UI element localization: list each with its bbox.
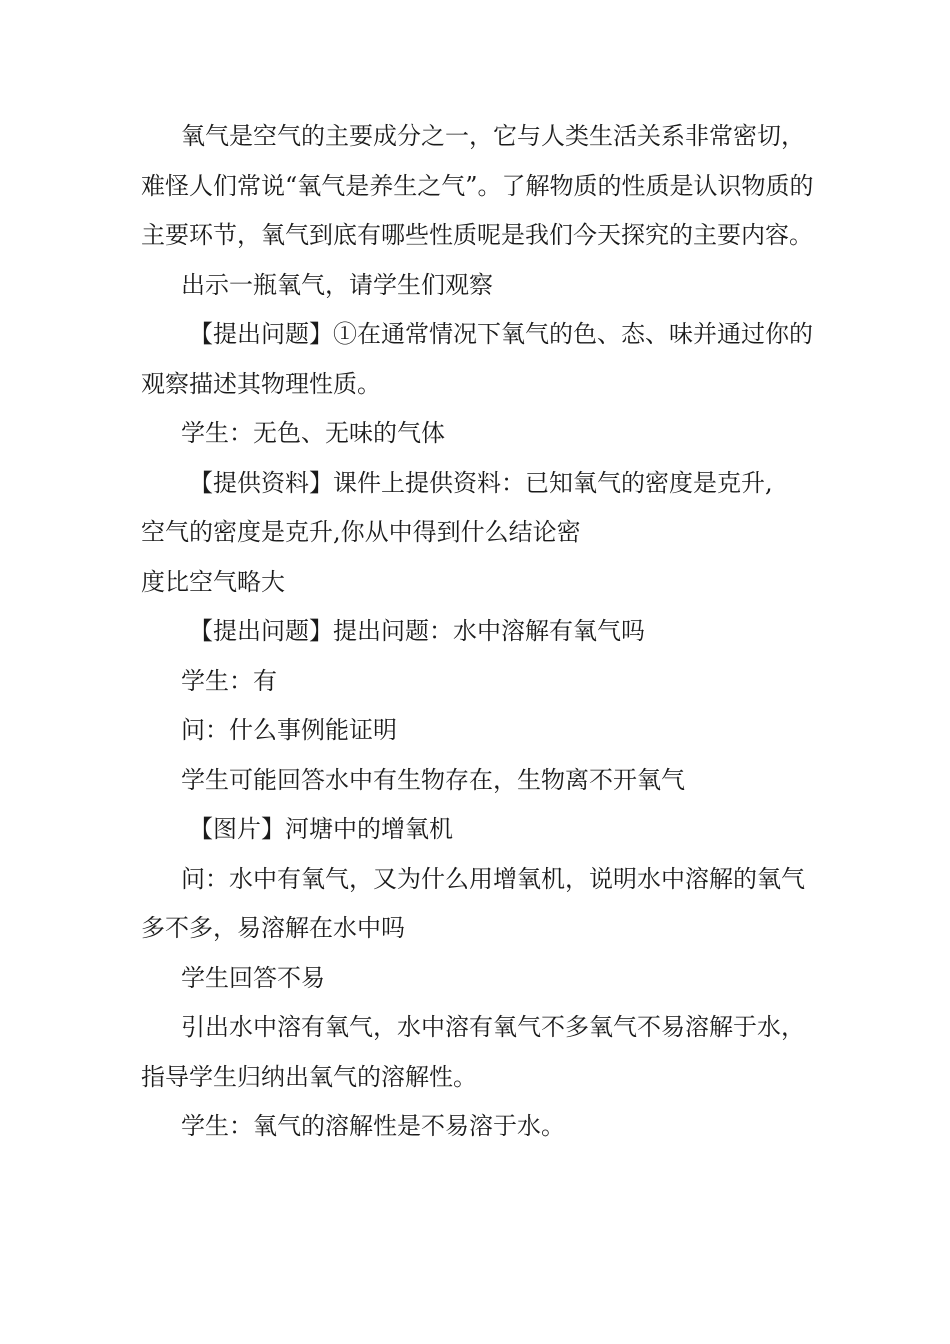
paragraph-picture: 【图片】河塘中的增氧机 bbox=[189, 815, 453, 843]
paragraph-question-2: 【提出问题】提出问题：水中溶解有氧气吗 bbox=[189, 617, 645, 645]
paragraph-student-answer-2: 学生：有 bbox=[181, 666, 277, 695]
paragraph-intro: 氧气是空气的主要成分之一，它与人类生活关系非常密切，难怪人们常说“氧气是养生之气”。了解物质的性质是认识物质的主要环节，氧气到底有哪些性质呢是我们今天探究的主要内容。 bbox=[141, 122, 814, 249]
paragraph-student-answer-1: 学生：无色、无味的气体 bbox=[181, 419, 445, 447]
paragraph-conclusion: 引出水中溶有氧气，水中溶有氧气不多氧气不易溶解于水，指导学生归纳出氧气的溶解性。 bbox=[141, 1013, 805, 1091]
paragraph-material-line-3: 度比空气略大 bbox=[141, 567, 285, 596]
paragraph-material-line-2: 空气的密度是克升,你从中得到什么结论密 bbox=[141, 518, 581, 546]
paragraph-student-answer-4: 学生回答不易 bbox=[181, 963, 325, 992]
paragraph-show-oxygen: 出示一瓶氧气，请学生们观察 bbox=[181, 270, 493, 299]
paragraph-question-1: 【提出问题】①在通常情况下氧气的色、态、味并通过你的观察描述其物理性质。 bbox=[141, 320, 813, 398]
paragraph-ask-evidence: 问：什么事例能证明 bbox=[181, 716, 397, 744]
paragraph-student-summary: 学生：氧气的溶解性是不易溶于水。 bbox=[181, 1112, 565, 1140]
paragraph-student-answer-3: 学生可能回答水中有生物存在，生物离不开氧气 bbox=[181, 765, 685, 794]
paragraph-ask-aerator: 问：水中有氧气，又为什么用增氧机，说明水中溶解的氧气多不多，易溶解在水中吗 bbox=[141, 864, 805, 942]
paragraph-material-line-1: 【提供资料】课件上提供资料：已知氧气的密度是克升, bbox=[189, 468, 773, 497]
document-body bbox=[141, 112, 821, 1152]
